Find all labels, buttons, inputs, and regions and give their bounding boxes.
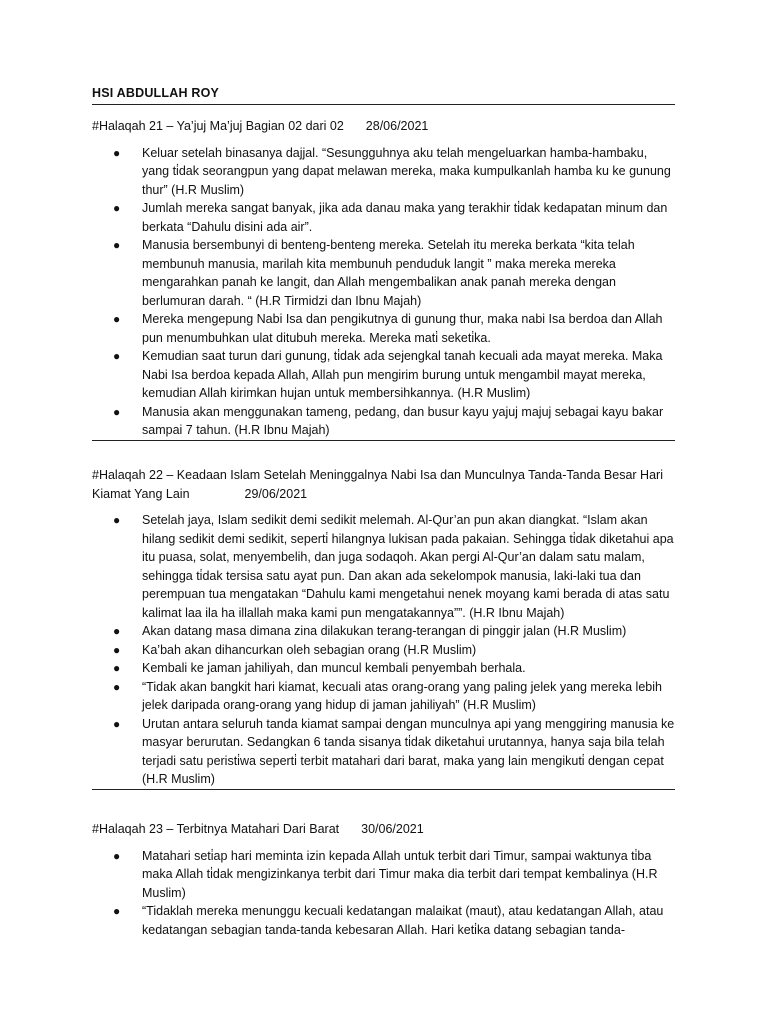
- bullet-icon: ●: [113, 145, 121, 160]
- list-item: [92, 715, 675, 789]
- list-item: [92, 622, 675, 641]
- section-title: #Halaqah 23 – Terbitnya Matahari Dari Barat: [92, 822, 340, 836]
- section-heading: [92, 820, 675, 839]
- bullet-icon: ●: [113, 404, 121, 419]
- list-item-text: Kembali ke jaman jahiliyah, dan muncul kembali penyembah berhala.: [142, 661, 526, 675]
- list-item-text: Keluar setelah binasanya dajjal. “Sesungguhnya aku telah mengeluarkan hamba-hambaku, yang ti̇dak seorangpun yang dapat melawan mereka, maka kumpulkanlah hamba ku ke gunung thur” (H.R Muslim): [142, 145, 671, 197]
- list-item: [92, 199, 675, 236]
- list-item: [92, 511, 675, 622]
- bullet-list: [92, 144, 675, 441]
- document-title: HSI ABDULLAH ROY: [92, 86, 675, 105]
- bullet-icon: ●: [113, 848, 121, 863]
- section-title: #Halaqah 21 – Ya’juj Ma’juj Bagian 02 dari 02: [92, 119, 344, 133]
- bullet-icon: ●: [113, 904, 121, 918]
- list-item: [92, 847, 675, 903]
- section-heading: [92, 117, 675, 136]
- bullet-icon: ●: [113, 624, 121, 638]
- list-item-text: Jumlah mereka sangat banyak, jika ada danau maka yang terakhir ti̇dak kedapatan minum dan berkata “Dahulu disini ada air”.: [142, 201, 668, 234]
- list-item: [92, 902, 675, 939]
- bullet-icon: ●: [113, 716, 121, 731]
- list-item-text: Matahari seti̇ap hari meminta izin kepada Allah untuk terbit dari Timur, sampai waktunya ti̇ba maka Allah ti̇dak mengizinkanya terbit dari Timur maka dia terbit dari tempat kembalinya (H.R Muslim): [142, 848, 658, 900]
- list-item: [92, 347, 675, 403]
- bullet-icon: ●: [113, 349, 121, 363]
- list-item: [92, 144, 675, 200]
- list-item: [92, 641, 675, 660]
- list-item-text: Manusia bersembunyi di benteng-benteng mereka. Setelah itu mereka berkata “kita telah membunuh manusia, marilah kita membunuh penduduk langit ” maka mereka mereka mengarahkan panah ke langit, dan Allah mengembalikan anak panah mereka dengan berlumuran darah. “ (H.R Tirmidzi dan Ibnu Majah): [142, 238, 635, 308]
- bullet-icon: ●: [113, 312, 121, 326]
- list-item-text: Manusia akan menggunakan tameng, pedang, dan busur kayu yajuj majuj sebagai kayu bakar sampai 7 tahun. (H.R Ibnu Majah): [142, 404, 664, 437]
- section-date: 30/06/2021: [361, 822, 424, 836]
- section-date: 29/06/2021: [244, 486, 308, 501]
- list-item-text: Setelah jaya, Islam sedikit demi sedikit melemah. Al-Qur’an pun akan diangkat. “Islam akan hilang sedikit demi sedikit, seperti̇ hilangnya lukisan pada pakaian. Sehingga ti̇dak diketahui apa itu puasa, solat, menyembelih, dan juga sodaqoh. Akan pergi Al-Qur’an dalam satu malam, sehingga ti̇dak tersisa satu ayat pun. Dan akan ada sekelompok manusia, laki-laki tua dan perempuan tua mengatakan “Dahulu kami mengetahui nenek moyang kami berada di atas satu kalimat laa ila ha illallah maka kami pun mengatakannya””. (H.R Ibnu Majah): [142, 513, 674, 620]
- bullet-icon: ●: [113, 201, 121, 215]
- bullet-icon: ●: [113, 679, 121, 694]
- list-item: [92, 310, 675, 347]
- list-item-text: “Tidaklah mereka menunggu kecuali kedatangan malaikat (maut), atau kedatangan Allah, atau kedatangan sebagian tanda-tanda kebesaran Allah. Hari keti̇ka datang sebagian tanda-: [142, 904, 664, 937]
- halaqah-23-section: [92, 820, 675, 939]
- list-item: [92, 659, 675, 678]
- section-date: 28/06/2021: [365, 119, 429, 133]
- halaqah-21-section: [92, 117, 675, 441]
- section-heading: [92, 466, 675, 503]
- list-item-text: Mereka mengepung Nabi Isa dan pengikutnya di gunung thur, maka nabi Isa berdoa dan Allah pun menumbuhkan ulat ditubuh mereka. Mereka mati̇ seketi̇ka.: [142, 312, 663, 345]
- list-item-text: Akan datang masa dimana zina dilakukan terang-terangan di pinggir jalan (H.R Muslim): [142, 624, 627, 638]
- list-item: [92, 678, 675, 715]
- bullet-icon: ●: [113, 642, 121, 657]
- bullet-list: [92, 847, 675, 940]
- section-title: #Halaqah 22 – Keadaan Islam Setelah Meninggalnya Nabi Isa dan Munculnya Tanda-Tanda Besar Hari Kiamat Yang Lain: [92, 468, 663, 501]
- bullet-icon: ●: [113, 513, 121, 527]
- halaqah-22-section: [92, 466, 675, 790]
- bullet-icon: ●: [113, 238, 121, 252]
- list-item: [92, 236, 675, 310]
- list-item-text: Kemudian saat turun dari gunung, ti̇dak ada sejengkal tanah kecuali ada mayat mereka. Maka Nabi Isa berdoa kepada Allah, Allah pun mengirim burung untuk mengambil mayat mereka, kemudian Allah kirimkan hujan untuk membersihkannya. (H.R Muslim): [142, 349, 663, 400]
- list-item-text: “Tidak akan bangkit hari kiamat, kecuali atas orang-orang yang paling jelek yang mereka lebih jelek daripada orang-orang yang hidup di jaman jahiliyah” (H.R Muslim): [142, 679, 662, 712]
- list-item: [92, 403, 675, 440]
- list-item-text: Urutan antara seluruh tanda kiamat sampai dengan munculnya api yang menggiring manusia ke masyar berurutan. Sedangkan 6 tanda sisanya ti̇dak diketahui urutannya, hanya saja bila telah terjadi satu peristi̇wa seperti̇ terbit matahari dari barat, maka yang lain mengikuti̇ dengan cepat (H.R Muslim): [142, 716, 675, 786]
- bullet-list: [92, 511, 675, 790]
- list-item-text: Ka’bah akan dihancurkan oleh sebagian orang (H.R Muslim): [142, 642, 477, 657]
- bullet-icon: ●: [113, 661, 121, 675]
